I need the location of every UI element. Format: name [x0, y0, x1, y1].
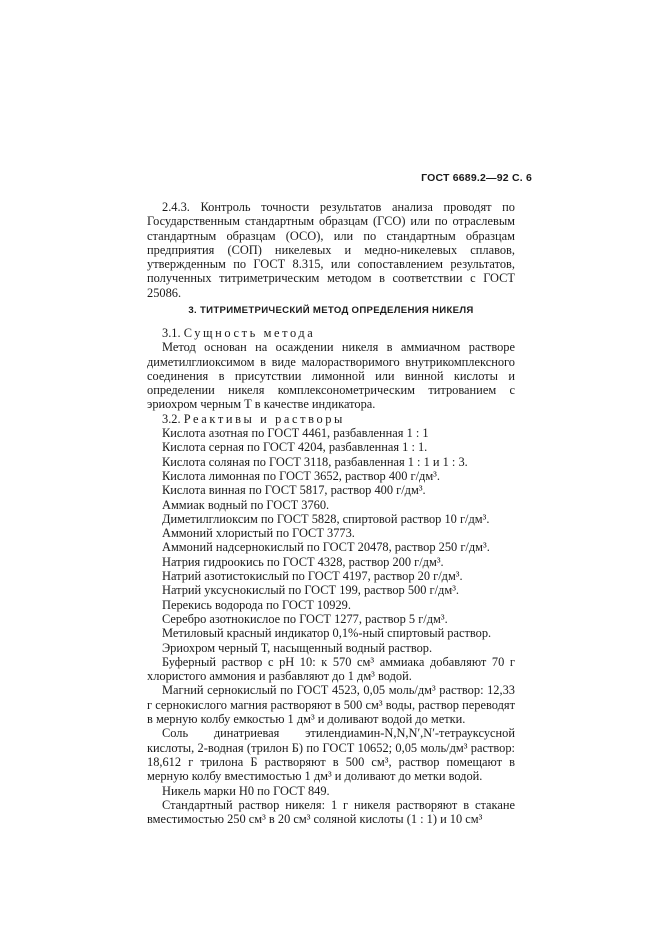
reagent-magnesium-sulfate: Магний сернокислый по ГОСТ 4523, 0,05 моль/дм³ раствор: 12,33 г сернокислого магния растворяют в 500 см³ воды, раствор переводят в мерную колбу емкостью 1 дм³ и доливают водой до метки.	[147, 683, 515, 727]
paragraph-2-4-3: 2.4.3. Контроль точности результатов анализа проводят по Государственным стандартным образцам (ГСО) или по отраслевым стандартным образцам (ОСО), или по стандартным образцам предприятия (СОП) никелевых и медно-никелевых сплавов, утвержденным по ГОСТ 8.315, или сопоставлением результатов, полученных титриметрическим методом в соответствии с ГОСТ 25086.	[147, 200, 515, 300]
reagent-item: Кислота винная по ГОСТ 5817, раствор 400 г/дм³.	[162, 483, 426, 498]
reagent-item: Кислота лимонная по ГОСТ 3652, раствор 400 г/дм³.	[162, 468, 440, 483]
reagent-item: Кислота соляная по ГОСТ 3118, разбавленная 1 : 1 и 1 : 3.	[162, 454, 468, 469]
reagent-nickel-standard-solution: Стандартный раствор никеля: 1 г никеля растворяют в стакане вместимостью 250 см³ в 20 см³ соляной кислоты (1 : 1) и 10 см³	[147, 797, 515, 827]
reagent-item: Кислота азотная по ГОСТ 4461, разбавленная 1 : 1	[162, 426, 429, 441]
reagent-item: Натрий уксуснокислый по ГОСТ 199, раствор 500 г/дм³.	[162, 583, 460, 598]
reagent-buffer-solution: Буферный раствор с рН 10: к 570 см³ аммиака добавляют 70 г хлористого аммония и разбавляют до 1 дм³ водой.	[147, 654, 515, 684]
reagent-item: Метиловый красный индикатор 0,1%-ный спиртовый раствор.	[162, 626, 492, 641]
subsection-3-1-title: Сущность метода	[183, 326, 316, 340]
reagent-item: Аммиак водный по ГОСТ 3760.	[162, 497, 330, 512]
reagent-item: Натрий азотистокислый по ГОСТ 4197, раствор 20 г/дм³.	[162, 569, 463, 584]
reagent-item: Натрия гидроокись по ГОСТ 4328, раствор 200 г/дм³.	[162, 554, 444, 569]
reagent-item: Перекись водорода по ГОСТ 10929.	[162, 597, 351, 612]
reagent-item: Кислота серная по ГОСТ 4204, разбавленная 1 : 1.	[162, 440, 428, 455]
reagent-item: Никель марки Н0 по ГОСТ 849.	[162, 783, 330, 798]
subsection-3-1-number: 3.1.	[162, 326, 184, 340]
subsection-3-1-heading	[147, 326, 515, 340]
subsection-3-2-heading	[147, 412, 515, 426]
subsection-3-2-title: Реактивы и растворы	[183, 411, 345, 426]
reagent-item: Аммоний хлористый по ГОСТ 3773.	[162, 526, 355, 541]
reagent-item: Аммоний надсернокислый по ГОСТ 20478, раствор 250 г/дм³.	[162, 540, 490, 555]
page-header-doc-ref: ГОСТ 6689.2—92 С. 6	[421, 172, 532, 184]
paragraph-2-4-3-block	[147, 200, 515, 300]
reagent-item: Эриохром черный Т, насыщенный водный раствор.	[162, 640, 433, 655]
subsection-3-2-number: 3.2.	[162, 411, 184, 426]
section-3-title: 3. ТИТРИМЕТРИЧЕСКИЙ МЕТОД ОПРЕДЕЛЕНИЯ НИКЕЛЯ	[188, 305, 474, 316]
reagent-trilon-b: Соль динатриевая этилендиамин-N,N,N′,N′-тетрауксусной кислоты, 2-водная (трилон Б) по ГОСТ 10652; 0,05 моль/дм³ раствор: 18,612 г трилона Б растворяют в 500 см³, раствор помещают в мерную колбу вместимостью 1 дм³ и доливают до метки водой.	[147, 726, 515, 784]
section-3-body	[147, 326, 515, 826]
reagent-item: Серебро азотнокислое по ГОСТ 1277, раствор 5 г/дм³.	[162, 611, 448, 626]
subsection-3-1-text: Метод основан на осаждении никеля в аммиачном растворе диметилглиоксимом в виде малорастворимого внутрикомплексного соединения в присутствии лимонной или винной кислоты и определении никеля комплексонометрическим титрованием с эриохром черным Т в качестве индикатора.	[147, 340, 515, 412]
reagent-item: Диметилглиоксим по ГОСТ 5828, спиртовой раствор 10 г/дм³.	[162, 511, 490, 526]
